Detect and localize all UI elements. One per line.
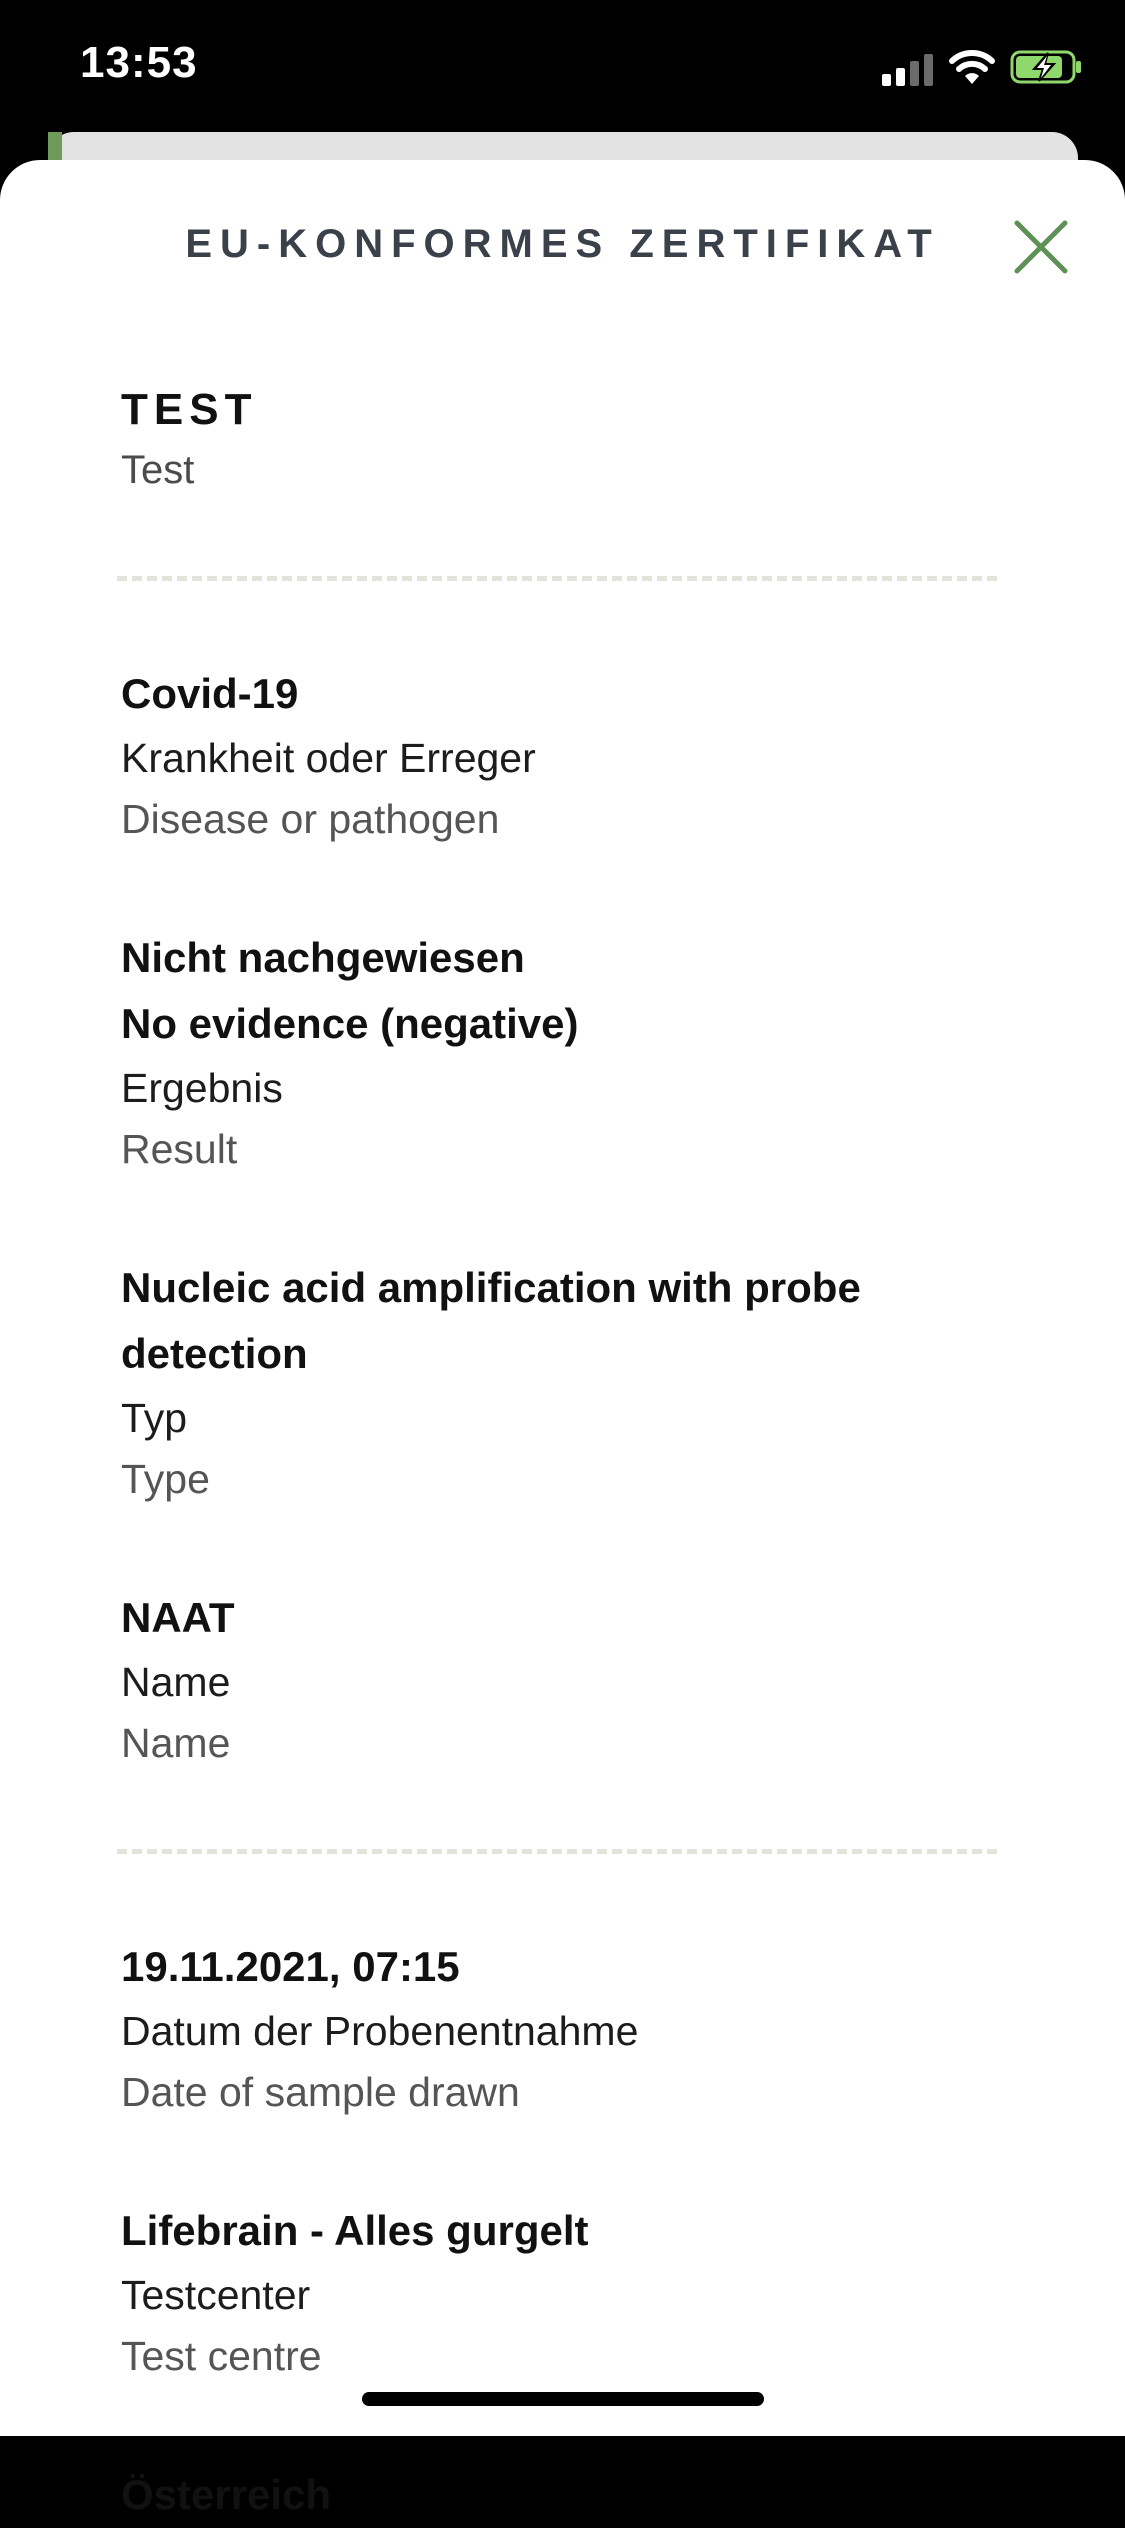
field-label-de: Ergebnis	[121, 1065, 283, 1111]
close-icon[interactable]	[1010, 216, 1072, 278]
field-result	[121, 925, 1021, 1179]
cellular-signal-icon	[882, 52, 934, 86]
field-name	[121, 1585, 1021, 1773]
field-label-de: Name	[121, 1659, 231, 1705]
field-test-centre	[121, 2198, 1021, 2386]
dashed-divider	[117, 576, 997, 581]
battery-charging-icon	[1010, 50, 1082, 84]
field-label-en: Type	[121, 1456, 210, 1502]
sheet-title: EU-KONFORMES ZERTIFIKAT	[185, 222, 940, 266]
field-value: Österreich	[121, 2471, 332, 2518]
field-value: Nicht nachgewiesen	[121, 934, 525, 981]
home-indicator[interactable]	[362, 2392, 764, 2406]
status-time: 13:53	[80, 38, 198, 87]
field-label-en: Test centre	[121, 2333, 322, 2379]
field-value-secondary: No evidence (negative)	[121, 1000, 579, 1047]
field-label-en: Result	[121, 1126, 238, 1172]
field-label-de: Testcenter	[121, 2272, 311, 2318]
field-label-en: Name	[121, 1720, 231, 1766]
section-heading: TEST	[121, 385, 258, 434]
section-header	[121, 380, 1021, 500]
field-label-de: Typ	[121, 1395, 188, 1441]
field-value: NAAT	[121, 1594, 235, 1641]
field-label-de: Krankheit oder Erreger	[121, 735, 536, 781]
dashed-divider	[117, 1849, 997, 1854]
wifi-icon	[950, 48, 994, 86]
field-sample-date	[121, 1934, 1021, 2122]
field-label-en: Disease or pathogen	[121, 796, 500, 842]
status-bar	[0, 0, 1125, 140]
field-value: Nucleic acid amplification with probe detection	[121, 1264, 861, 1377]
field-type	[121, 1255, 1021, 1509]
field-label-en: Date of sample drawn	[121, 2069, 520, 2115]
field-value: Covid-19	[121, 670, 299, 717]
certificate-details	[121, 380, 1021, 2528]
section-subheading: Test	[121, 448, 195, 492]
certificate-sheet	[0, 160, 1125, 2518]
field-country	[121, 2462, 1021, 2528]
field-value: Lifebrain - Alles gurgelt	[121, 2207, 589, 2254]
field-disease	[121, 661, 1021, 849]
field-value: 19.11.2021, 07:15	[121, 1943, 460, 1990]
field-label-de: Datum der Probenentnahme	[121, 2008, 639, 2054]
